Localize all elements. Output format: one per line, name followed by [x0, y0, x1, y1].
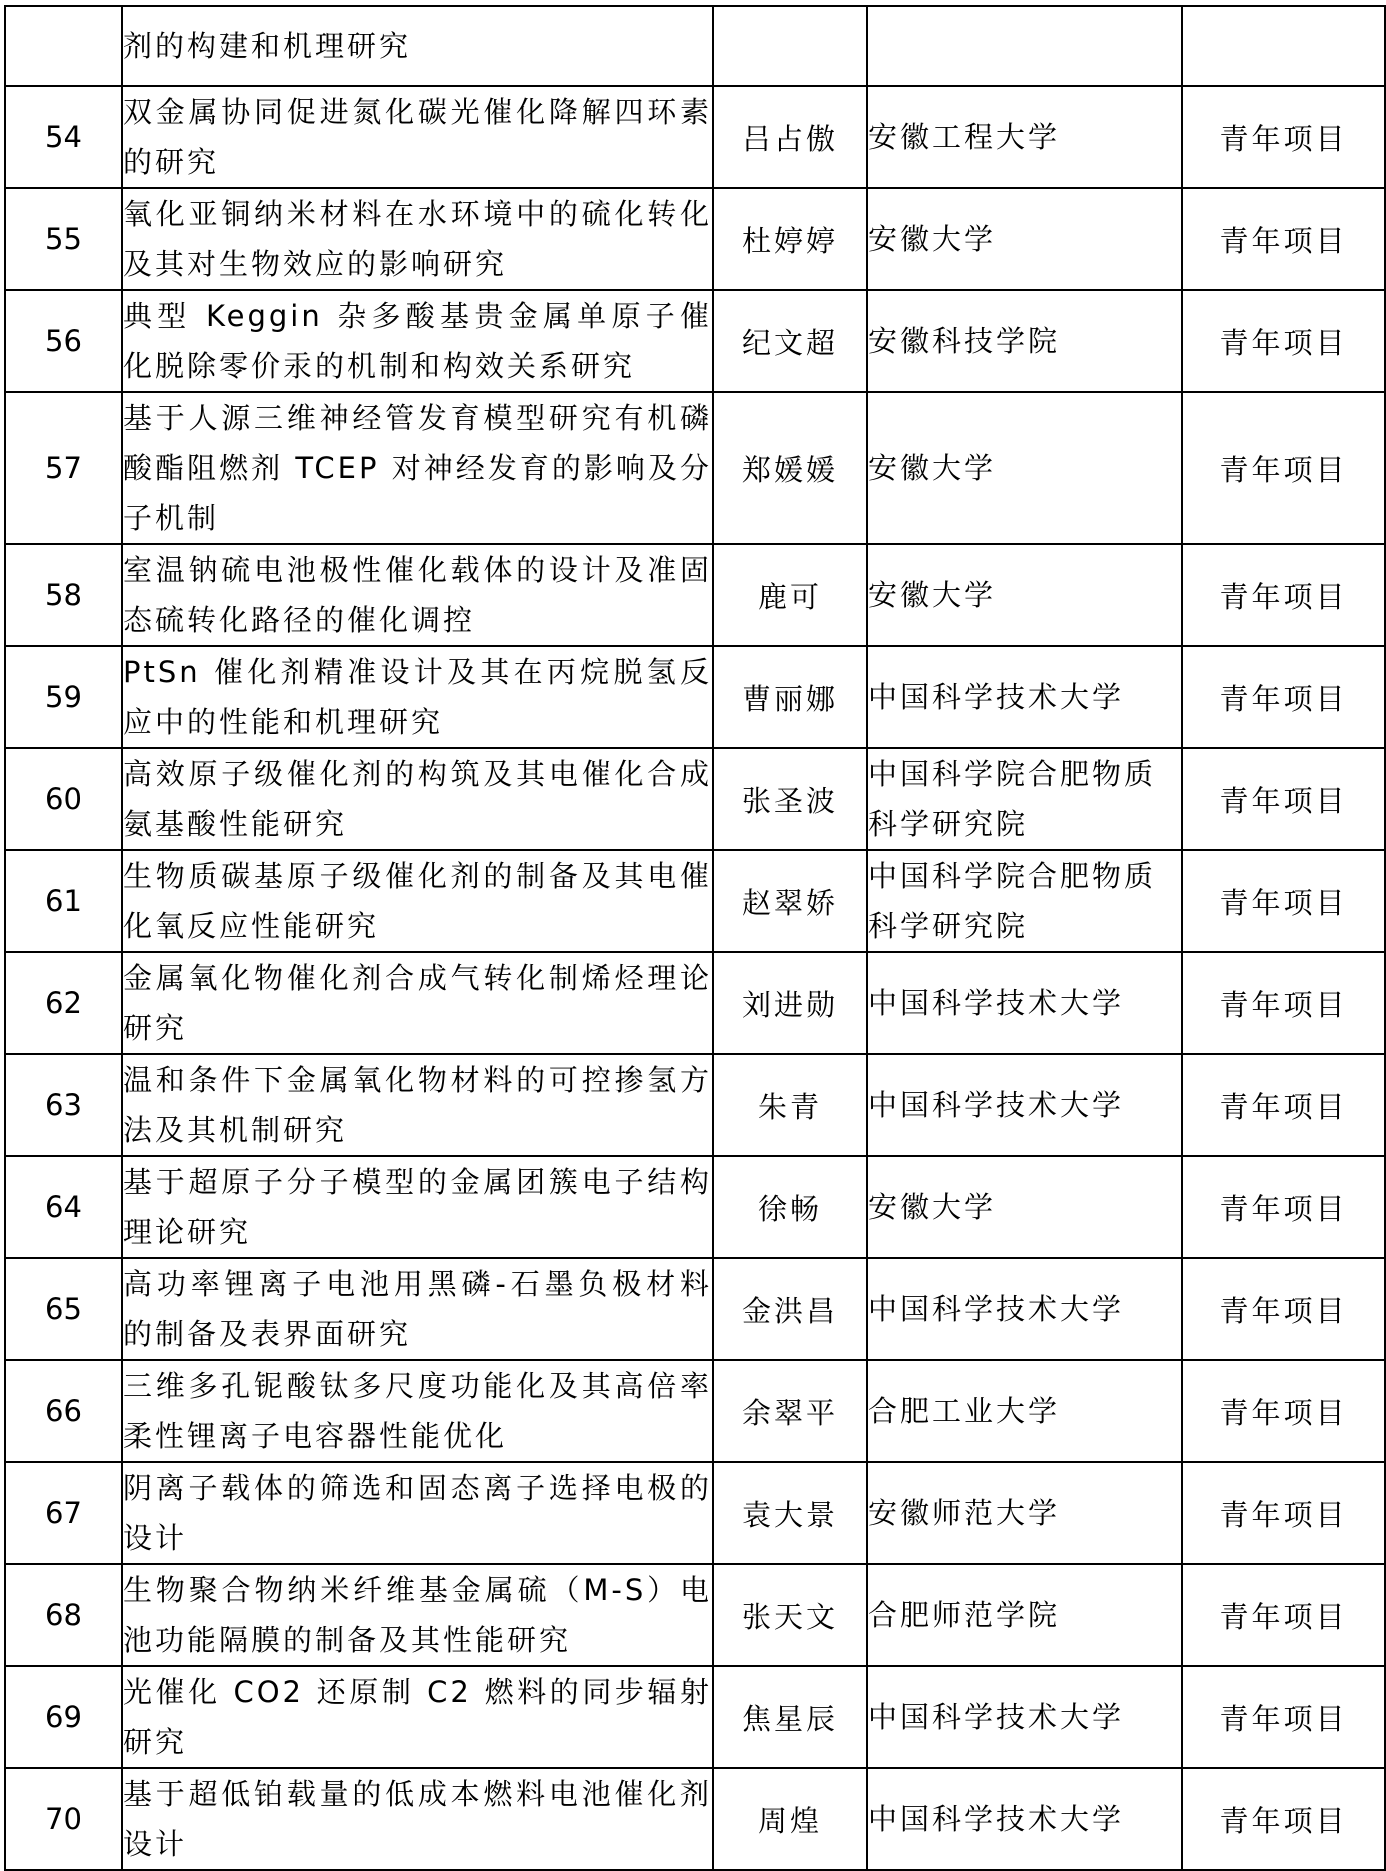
applicant-name: 袁大景: [713, 1462, 867, 1564]
project-type: [1182, 6, 1385, 86]
row-number: 55: [5, 188, 122, 290]
row-number: 54: [5, 86, 122, 188]
row-number: 58: [5, 544, 122, 646]
project-title: 典型 Keggin 杂多酸基贵金属单原子催化脱除零价汞的机制和构效关系研究: [122, 290, 713, 392]
applicant-name: 朱青: [713, 1054, 867, 1156]
institution-name: 安徽科技学院: [867, 290, 1182, 392]
project-type: 青年项目: [1182, 1564, 1385, 1666]
row-number: 65: [5, 1258, 122, 1360]
applicant-name: 张圣波: [713, 748, 867, 850]
table-row: [5, 748, 1385, 850]
table-row: [5, 6, 1385, 86]
applicant-name: 赵翠娇: [713, 850, 867, 952]
project-type: 青年项目: [1182, 1360, 1385, 1462]
table-row: [5, 1360, 1385, 1462]
project-title: 双金属协同促进氮化碳光催化降解四环素的研究: [122, 86, 713, 188]
row-number: 63: [5, 1054, 122, 1156]
table-row: [5, 1054, 1385, 1156]
table-row: [5, 1666, 1385, 1768]
institution-name: 中国科学技术大学: [867, 646, 1182, 748]
table-row: [5, 952, 1385, 1054]
project-table: [4, 5, 1386, 1871]
row-number: 57: [5, 392, 122, 544]
project-title: 高功率锂离子电池用黑磷-石墨负极材料的制备及表界面研究: [122, 1258, 713, 1360]
row-number: 56: [5, 290, 122, 392]
table-row: [5, 188, 1385, 290]
project-type: 青年项目: [1182, 544, 1385, 646]
project-type: 青年项目: [1182, 188, 1385, 290]
project-type: 青年项目: [1182, 952, 1385, 1054]
applicant-name: 焦星辰: [713, 1666, 867, 1768]
institution-name: 合肥工业大学: [867, 1360, 1182, 1462]
project-type: 青年项目: [1182, 1156, 1385, 1258]
table-row: [5, 1564, 1385, 1666]
project-title: 三维多孔铌酸钛多尺度功能化及其高倍率柔性锂离子电容器性能优化: [122, 1360, 713, 1462]
project-title: 光催化 CO2 还原制 C2 燃料的同步辐射研究: [122, 1666, 713, 1768]
row-number: 62: [5, 952, 122, 1054]
institution-name: 中国科学技术大学: [867, 1666, 1182, 1768]
table-row: [5, 646, 1385, 748]
institution-name: 安徽大学: [867, 392, 1182, 544]
project-title: 氧化亚铜纳米材料在水环境中的硫化转化及其对生物效应的影响研究: [122, 188, 713, 290]
institution-name: 中国科学技术大学: [867, 1054, 1182, 1156]
table-row: [5, 544, 1385, 646]
project-title: 生物质碳基原子级催化剂的制备及其电催化氧反应性能研究: [122, 850, 713, 952]
table-body: [5, 6, 1385, 1870]
applicant-name: 周煌: [713, 1768, 867, 1870]
institution-name: [867, 6, 1182, 86]
institution-name: 安徽师范大学: [867, 1462, 1182, 1564]
row-number: 70: [5, 1768, 122, 1870]
applicant-name: 张天文: [713, 1564, 867, 1666]
applicant-name: 郑媛媛: [713, 392, 867, 544]
project-type: 青年项目: [1182, 392, 1385, 544]
project-title: 基于超低铂载量的低成本燃料电池催化剂设计: [122, 1768, 713, 1870]
table-row: [5, 392, 1385, 544]
project-title: 高效原子级催化剂的构筑及其电催化合成氨基酸性能研究: [122, 748, 713, 850]
table-row: [5, 1462, 1385, 1564]
row-number: 67: [5, 1462, 122, 1564]
project-type: 青年项目: [1182, 290, 1385, 392]
institution-name: 安徽工程大学: [867, 86, 1182, 188]
applicant-name: 吕占傲: [713, 86, 867, 188]
applicant-name: [713, 6, 867, 86]
table-row: [5, 1156, 1385, 1258]
row-number: 60: [5, 748, 122, 850]
institution-name: 合肥师范学院: [867, 1564, 1182, 1666]
applicant-name: 鹿可: [713, 544, 867, 646]
project-title: 室温钠硫电池极性催化载体的设计及准固态硫转化路径的催化调控: [122, 544, 713, 646]
project-type: 青年项目: [1182, 1768, 1385, 1870]
applicant-name: 曹丽娜: [713, 646, 867, 748]
table-row: [5, 1258, 1385, 1360]
row-number: 68: [5, 1564, 122, 1666]
row-number: 61: [5, 850, 122, 952]
project-title: 剂的构建和机理研究: [122, 6, 713, 86]
project-title: 基于人源三维神经管发育模型研究有机磷酸酯阻燃剂 TCEP 对神经发育的影响及分子机制: [122, 392, 713, 544]
table-row: [5, 1768, 1385, 1870]
institution-name: 安徽大学: [867, 544, 1182, 646]
applicant-name: 刘进勋: [713, 952, 867, 1054]
project-type: 青年项目: [1182, 1054, 1385, 1156]
row-number: [5, 6, 122, 86]
row-number: 64: [5, 1156, 122, 1258]
table-row: [5, 850, 1385, 952]
institution-name: 中国科学技术大学: [867, 1768, 1182, 1870]
institution-name: 安徽大学: [867, 188, 1182, 290]
project-title: 基于超原子分子模型的金属团簇电子结构理论研究: [122, 1156, 713, 1258]
project-title: 温和条件下金属氧化物材料的可控掺氢方法及其机制研究: [122, 1054, 713, 1156]
institution-name: 中国科学院合肥物质科学研究院: [867, 748, 1182, 850]
institution-name: 安徽大学: [867, 1156, 1182, 1258]
project-type: 青年项目: [1182, 646, 1385, 748]
institution-name: 中国科学技术大学: [867, 1258, 1182, 1360]
institution-name: 中国科学技术大学: [867, 952, 1182, 1054]
project-title: 阴离子载体的筛选和固态离子选择电极的设计: [122, 1462, 713, 1564]
applicant-name: 余翠平: [713, 1360, 867, 1462]
table-row: [5, 86, 1385, 188]
applicant-name: 杜婷婷: [713, 188, 867, 290]
institution-name: 中国科学院合肥物质科学研究院: [867, 850, 1182, 952]
applicant-name: 徐畅: [713, 1156, 867, 1258]
row-number: 66: [5, 1360, 122, 1462]
project-type: 青年项目: [1182, 1258, 1385, 1360]
project-type: 青年项目: [1182, 850, 1385, 952]
project-type: 青年项目: [1182, 86, 1385, 188]
row-number: 59: [5, 646, 122, 748]
project-title: 金属氧化物催化剂合成气转化制烯烃理论研究: [122, 952, 713, 1054]
project-title: 生物聚合物纳米纤维基金属硫（M-S）电池功能隔膜的制备及其性能研究: [122, 1564, 713, 1666]
table-row: [5, 290, 1385, 392]
applicant-name: 金洪昌: [713, 1258, 867, 1360]
project-title: PtSn 催化剂精准设计及其在丙烷脱氢反应中的性能和机理研究: [122, 646, 713, 748]
project-type: 青年项目: [1182, 1462, 1385, 1564]
project-type: 青年项目: [1182, 1666, 1385, 1768]
project-type: 青年项目: [1182, 748, 1385, 850]
applicant-name: 纪文超: [713, 290, 867, 392]
row-number: 69: [5, 1666, 122, 1768]
